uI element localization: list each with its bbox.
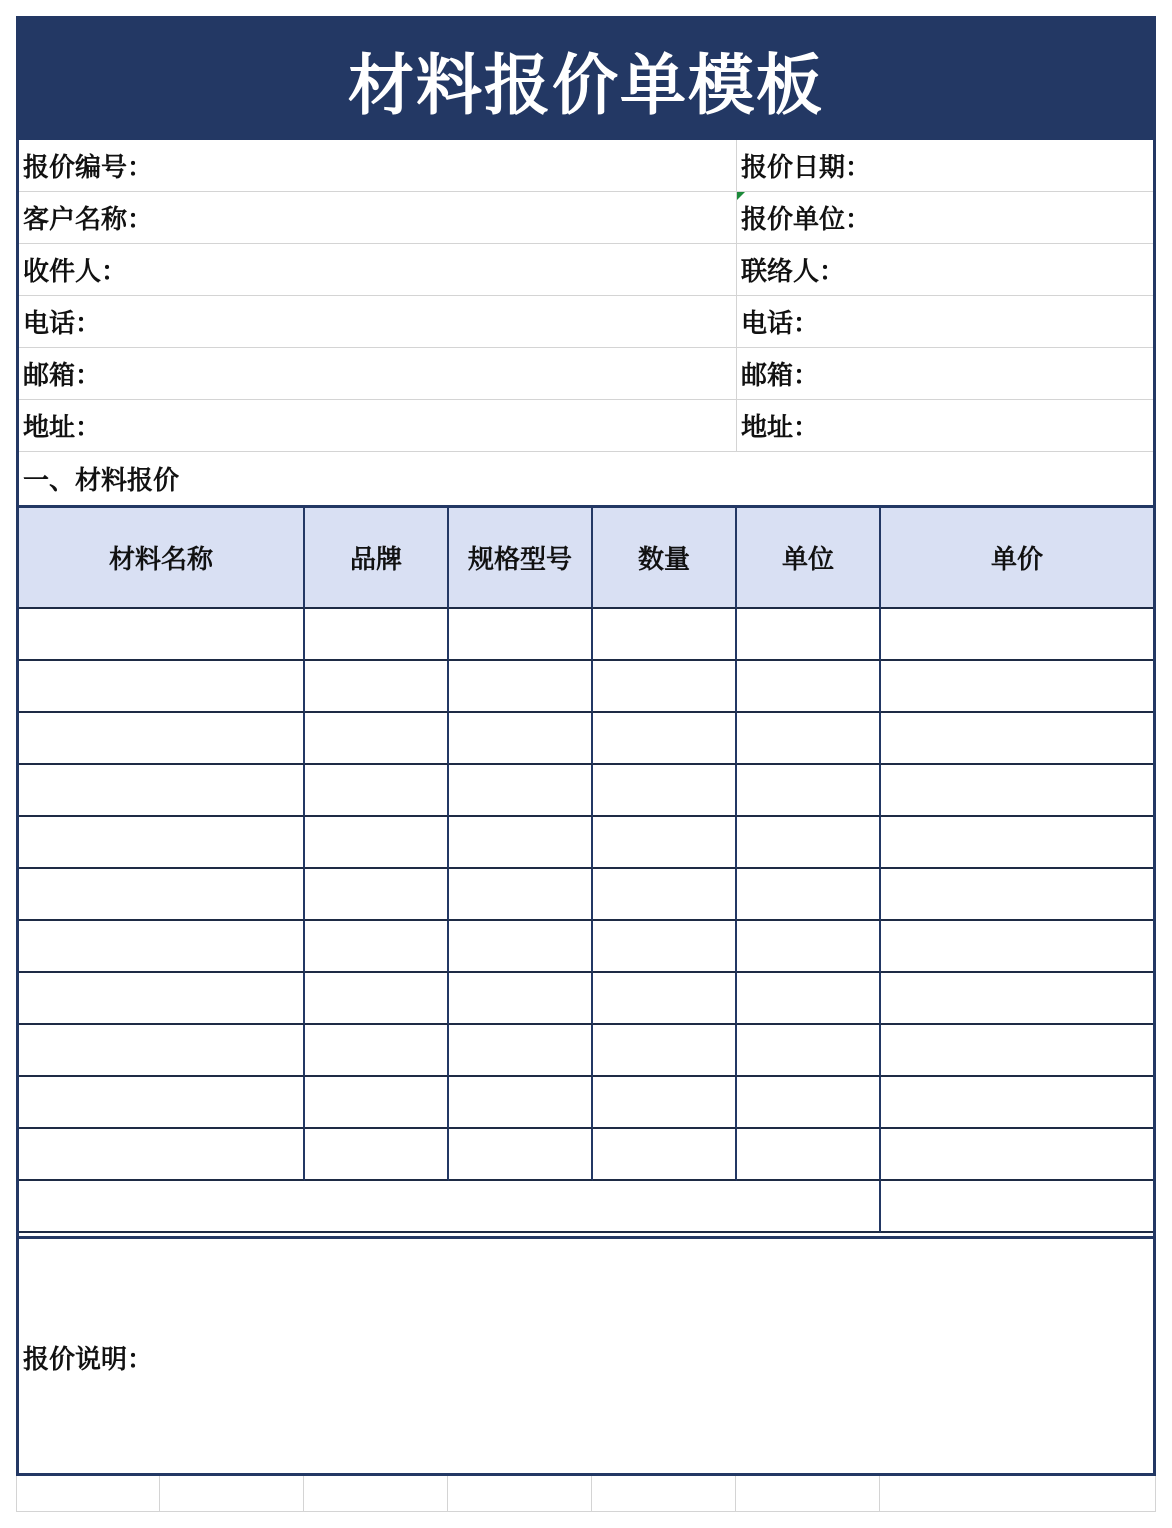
table-cell[interactable] [737, 869, 881, 921]
table-header-cell: 规格型号 [449, 505, 593, 609]
info-row [19, 348, 1153, 400]
table-cell[interactable] [19, 1077, 305, 1129]
info-divider [736, 244, 737, 296]
spreadsheet-cell[interactable] [736, 1476, 880, 1512]
table-cell[interactable] [449, 713, 593, 765]
table-cell[interactable] [737, 661, 881, 713]
quote-sheet [16, 16, 1156, 1476]
table-cell[interactable] [305, 1077, 449, 1129]
table-cell[interactable] [449, 817, 593, 869]
spreadsheet-cell[interactable] [160, 1476, 304, 1512]
table-cell[interactable] [881, 1129, 1153, 1181]
table-cell[interactable] [19, 765, 305, 817]
info-row [19, 296, 1153, 348]
table-cell[interactable] [449, 661, 593, 713]
info-right-label: 报价日期： [741, 153, 872, 183]
notes-label: 报价说明： [23, 1345, 154, 1375]
table-cell[interactable] [305, 921, 449, 973]
total-value-cell[interactable] [881, 1181, 1153, 1233]
info-row [19, 400, 1153, 452]
table-cell[interactable] [593, 921, 737, 973]
table-cell[interactable] [881, 661, 1153, 713]
table-cell[interactable] [881, 921, 1153, 973]
table-cell[interactable] [305, 869, 449, 921]
table-cell[interactable] [449, 1129, 593, 1181]
table-cell[interactable] [881, 713, 1153, 765]
table-cell[interactable] [305, 1025, 449, 1077]
table-header-cell: 品牌 [305, 505, 449, 609]
spreadsheet-cell[interactable] [448, 1476, 592, 1512]
table-cell[interactable] [593, 661, 737, 713]
table-cell[interactable] [19, 869, 305, 921]
info-left-label: 报价编号： [23, 153, 154, 183]
table-cell[interactable] [19, 609, 305, 661]
info-left-label: 客户名称： [23, 205, 154, 235]
comment-indicator-icon [737, 192, 745, 200]
table-cell[interactable] [593, 1129, 737, 1181]
table-header-cell: 材料名称 [19, 505, 305, 609]
table-cell[interactable] [881, 973, 1153, 1025]
table-cell[interactable] [305, 973, 449, 1025]
info-left-label: 收件人： [23, 257, 128, 287]
table-cell[interactable] [737, 1129, 881, 1181]
table-cell[interactable] [305, 609, 449, 661]
spreadsheet-cell[interactable] [16, 1476, 160, 1512]
table-cell[interactable] [737, 713, 881, 765]
info-left-label: 邮箱： [23, 361, 102, 391]
table-cell[interactable] [881, 869, 1153, 921]
spreadsheet-cell[interactable] [304, 1476, 448, 1512]
table-cell[interactable] [737, 765, 881, 817]
table-cell[interactable] [881, 1077, 1153, 1129]
table-cell[interactable] [19, 1129, 305, 1181]
table-cell[interactable] [737, 921, 881, 973]
spreadsheet-cell[interactable] [592, 1476, 736, 1512]
info-left-label: 电话： [23, 309, 102, 339]
table-cell[interactable] [593, 765, 737, 817]
info-left-label: 地址： [23, 413, 102, 443]
info-right-label: 报价单位： [741, 205, 872, 235]
table-cell[interactable] [593, 609, 737, 661]
table-cell[interactable] [449, 1077, 593, 1129]
info-divider [736, 348, 737, 400]
table-cell[interactable] [305, 1129, 449, 1181]
table-cell[interactable] [737, 973, 881, 1025]
table-cell[interactable] [593, 713, 737, 765]
table-cell[interactable] [19, 921, 305, 973]
table-header-cell: 单价 [881, 505, 1153, 609]
table-cell[interactable] [19, 817, 305, 869]
table-cell[interactable] [19, 713, 305, 765]
table-cell[interactable] [449, 869, 593, 921]
table-cell[interactable] [593, 869, 737, 921]
info-right-label: 邮箱： [741, 361, 820, 391]
table-cell[interactable] [305, 713, 449, 765]
info-row [19, 192, 1153, 244]
table-cell[interactable] [19, 1025, 305, 1077]
table-cell[interactable] [881, 817, 1153, 869]
section-title: 一、材料报价 [23, 465, 180, 496]
table-cell[interactable] [449, 921, 593, 973]
info-row [19, 244, 1153, 296]
table-cell[interactable] [881, 765, 1153, 817]
quote-notes [19, 1236, 1153, 1473]
table-cell[interactable] [449, 765, 593, 817]
table-header-cell: 数量 [593, 505, 737, 609]
table-cell[interactable] [593, 973, 737, 1025]
table-cell[interactable] [305, 817, 449, 869]
table-cell[interactable] [593, 1025, 737, 1077]
info-divider [736, 296, 737, 348]
info-right-label: 联络人： [741, 257, 846, 287]
table-cell[interactable] [305, 661, 449, 713]
page-title: 材料报价单模板 [19, 19, 1153, 140]
table-cell[interactable] [449, 973, 593, 1025]
table-cell[interactable] [449, 1025, 593, 1077]
table-cell[interactable] [737, 817, 881, 869]
table-cell[interactable] [305, 765, 449, 817]
info-right-label: 地址： [741, 413, 820, 443]
spreadsheet-cell[interactable] [880, 1476, 1156, 1512]
info-divider [736, 400, 737, 452]
total-label-cell[interactable] [19, 1181, 881, 1233]
table-cell[interactable] [881, 609, 1153, 661]
info-right-label: 电话： [741, 309, 820, 339]
table-header-cell: 单位 [737, 505, 881, 609]
table-cell[interactable] [19, 973, 305, 1025]
table-cell[interactable] [593, 817, 737, 869]
table-cell[interactable] [449, 609, 593, 661]
table-cell[interactable] [737, 609, 881, 661]
table-cell[interactable] [737, 1077, 881, 1129]
table-cell[interactable] [19, 661, 305, 713]
table-cell[interactable] [881, 1025, 1153, 1077]
table-cell[interactable] [737, 1025, 881, 1077]
info-row [19, 140, 1153, 192]
info-section [19, 140, 1153, 452]
info-divider [736, 140, 737, 192]
table-cell[interactable] [593, 1077, 737, 1129]
